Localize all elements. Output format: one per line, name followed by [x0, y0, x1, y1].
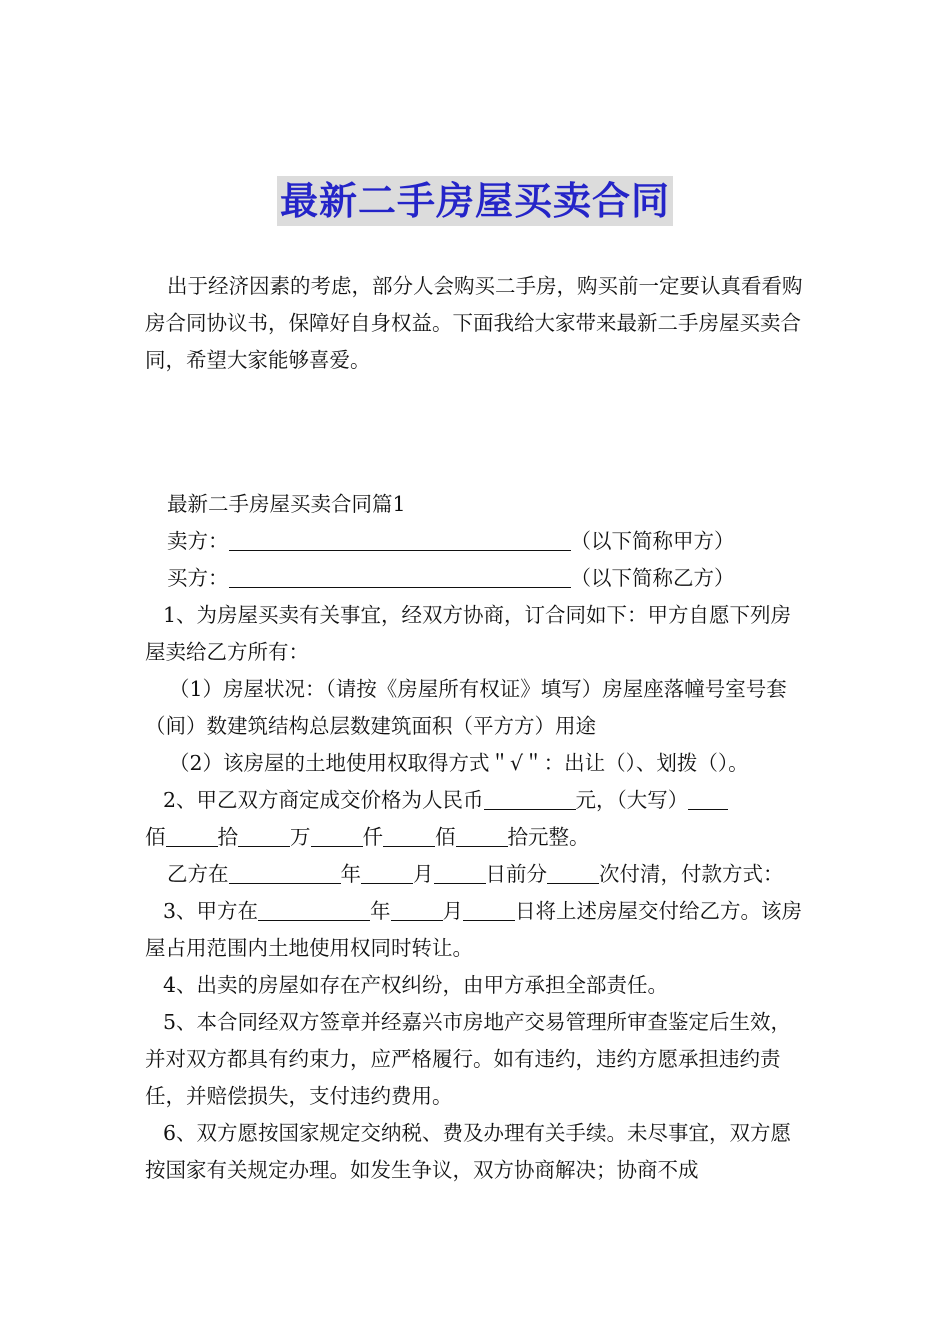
pay-text-a: 乙方在 — [167, 862, 229, 886]
clause-3-text-a: 3、甲方在 — [163, 899, 259, 923]
clause-1-2: （2）该房屋的土地使用权取得方式＂√＂：出让（）、划拨（）。 — [169, 751, 749, 775]
qian-blank[interactable] — [383, 826, 435, 848]
clause-3-rest: 日将上述房屋交付给乙方。该房屋占用范围内土地使用权同时转让。 — [145, 899, 803, 960]
buyer-label: 买方： — [167, 566, 229, 590]
unit-bai: 佰 — [145, 825, 166, 849]
pay-rest: 次付清，付款方式： — [599, 862, 784, 886]
pay-month: 月 — [413, 862, 434, 886]
clause-2 — [145, 782, 809, 856]
delivery-month-blank[interactable] — [391, 900, 443, 922]
wan-blank[interactable] — [311, 826, 363, 848]
seller-line — [145, 523, 809, 560]
intro-section — [145, 268, 809, 379]
seller-suffix: （以下简称甲方） — [570, 529, 735, 553]
contract-section — [145, 486, 809, 1189]
unit-qian: 仟 — [362, 825, 383, 849]
clause-4: 4、出卖的房屋如存在产权纠纷，由甲方承担全部责任。 — [163, 973, 669, 997]
clause-3-month: 月 — [442, 899, 464, 923]
clause-1: 1、为房屋买卖有关事宜，经双方协商，订合同如下：甲方自愿下列房屋卖给乙方所有： — [145, 603, 792, 664]
unit-wan: 万 — [290, 825, 311, 849]
payment-line — [145, 856, 809, 893]
shi-blank[interactable] — [238, 826, 290, 848]
bai-blank[interactable] — [166, 826, 218, 848]
pay-day-blank[interactable] — [434, 863, 486, 885]
unit-shi: 拾 — [217, 825, 238, 849]
buyer-line — [145, 560, 809, 597]
unit-bai2: 佰 — [435, 825, 456, 849]
clause-2-text-b: 元，（大写） — [575, 788, 689, 812]
pay-month-blank[interactable] — [361, 863, 413, 885]
clause-6: 6、双方愿按国家规定交纳税、费及办理有关手续。未尽事宜，双方愿按国家有关规定办理。如发生争议，双方协商解决；协商不成 — [145, 1121, 792, 1182]
delivery-year-blank[interactable] — [258, 900, 370, 922]
buyer-suffix: （以下简称乙方） — [570, 566, 735, 590]
price-words-blank[interactable] — [688, 789, 728, 811]
title-container — [0, 176, 950, 226]
clause-5: 5、本合同经双方签章并经嘉兴市房地产交易管理所审查鉴定后生效，并对双方都具有约束力，应严格履行。如有违约，违约方愿承担违约责任，并赔偿损失，支付违约费用。 — [145, 1010, 792, 1108]
pay-year-blank[interactable] — [229, 863, 341, 885]
page-title: 最新二手房屋买卖合同 — [277, 176, 673, 226]
clause-3-year: 年 — [370, 899, 391, 923]
pay-year: 年 — [340, 862, 361, 886]
unit-shiyuan: 拾元整。 — [507, 825, 590, 849]
delivery-day-blank[interactable] — [463, 900, 515, 922]
seller-label: 卖方： — [167, 529, 229, 553]
bai2-blank[interactable] — [456, 826, 508, 848]
price-blank[interactable] — [484, 789, 576, 811]
clause-1-1: （1）房屋状况：（请按《房屋所有权证》填写）房屋座落幢号室号套（间）数建筑结构总层数建筑面积（平方方）用途 — [145, 677, 787, 738]
contract-heading: 最新二手房屋买卖合同篇1 — [167, 492, 406, 516]
intro-paragraph: 出于经济因素的考虑，部分人会购买二手房，购买前一定要认真看看购房合同协议书，保障好自身权益。下面我给大家带来最新二手房屋买卖合同，希望大家能够喜爱。 — [145, 274, 803, 372]
pay-day: 日前分 — [485, 862, 547, 886]
clause-3 — [145, 893, 809, 967]
seller-blank[interactable] — [229, 530, 571, 552]
buyer-blank[interactable] — [229, 567, 571, 589]
pay-times-blank[interactable] — [547, 863, 599, 885]
clause-2-text-a: 2、甲乙双方商定成交价格为人民币 — [163, 788, 484, 812]
